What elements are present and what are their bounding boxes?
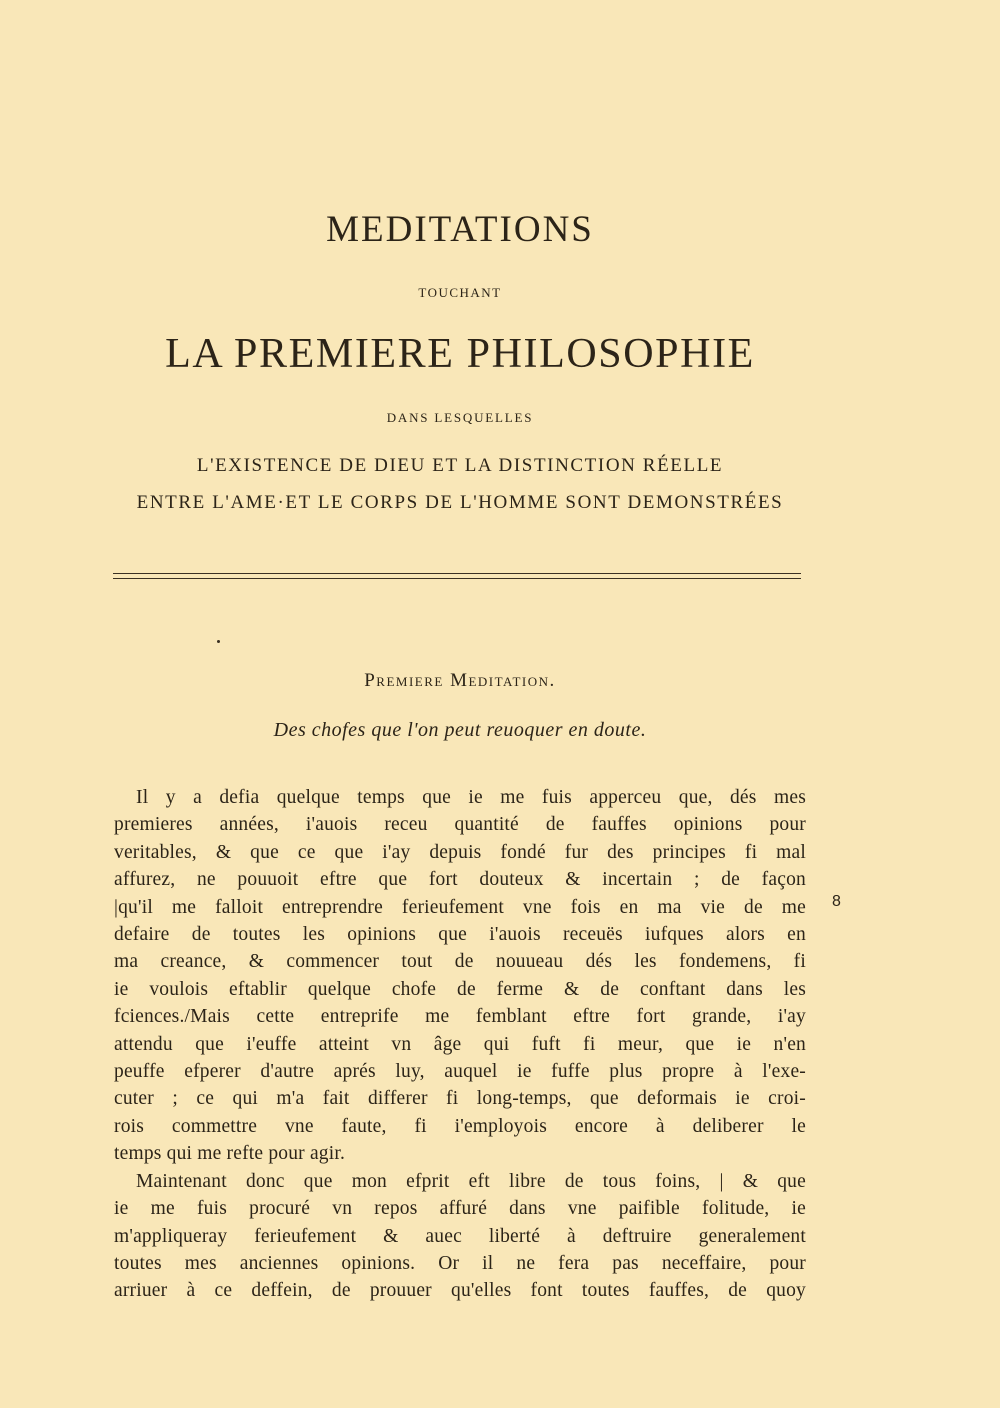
text-line: Il y a defia quelque temps que ie me fuis apperceu que, dés mes xyxy=(136,787,806,808)
text-line: rois commettre vne faute, fi i'employois encore à deliberer le xyxy=(114,1115,806,1137)
subtitle-line-1: L'EXISTENCE DE DIEU ET LA DISTINCTION RÉELLE xyxy=(196,455,724,476)
text-line: peuffe efperer d'autre aprés luy, auquel ie fuffe plus propre à l'exe- xyxy=(114,1061,806,1083)
text-line: defaire de toutes les opinions que i'auois receuës iufques alors en xyxy=(114,924,806,946)
printing-mark xyxy=(217,640,220,643)
body-text xyxy=(114,784,806,1305)
text-line: cuter ; ce qui m'a fait differer fi long-temps, que deformais ie croi- xyxy=(114,1088,806,1110)
subtitle-line-2: ENTRE L'AME·ET LE CORPS DE L'HOMME SONT DEMONSTRÉES xyxy=(136,492,784,513)
divider-rule-bottom xyxy=(113,578,801,579)
paragraph-2 xyxy=(114,1168,806,1305)
text-line: m'appliqueray ferieufement & auec liberté à deftruire generalement xyxy=(114,1225,806,1247)
subject-title: LA PREMIERE PHILOSOPHIE xyxy=(165,331,755,377)
text-line: arriuer à ce deffein, de prouuer qu'elles font toutes fauffes, de quoy xyxy=(114,1280,806,1302)
text-line: ie voulois eftablir quelque chofe de ferme & de conftant dans les xyxy=(114,978,806,1000)
margin-page-reference: 8 xyxy=(832,893,841,910)
text-line: |qu'il me falloit entreprendre ferieufement vne fois en ma vie de me xyxy=(114,896,806,918)
main-title: MEDITATIONS xyxy=(326,209,594,250)
text-line: fciences./Mais cette entreprife me femblant eftre fort grande, i'ay xyxy=(114,1006,806,1028)
text-line: temps qui me refte pour agir. xyxy=(114,1143,346,1165)
divider-rule-top xyxy=(113,573,801,574)
text-line: ma creance, & commencer tout de nouueau dés les fondemens, fi xyxy=(114,951,806,973)
text-line: affurez, ne pouuoit eftre que fort douteux & incertain ; de façon xyxy=(114,869,806,891)
paragraph-1 xyxy=(114,784,806,1168)
text-line: premieres années, i'auois receu quantité de fauffes opinions pour xyxy=(114,814,806,836)
text-line: attendu que i'euffe atteint vn âge qui fuft fi meur, que ie n'en xyxy=(114,1033,806,1055)
text-line: ie me fuis procuré vn repos affuré dans vne paifible folitude, ie xyxy=(114,1198,806,1220)
section-title: Premiere Meditation. xyxy=(364,670,556,691)
text-line: toutes mes anciennes opinions. Or il ne fera pas neceffaire, pour xyxy=(114,1252,806,1274)
text-line: Maintenant donc que mon efprit eft libre de tous foins, | & que xyxy=(136,1170,806,1192)
title-connector-dans: DANS LESQUELLES xyxy=(386,410,534,425)
title-connector-touchant: TOUCHANT xyxy=(418,285,502,300)
text-line: veritables, & que ce que i'ay depuis fondé fur des principes fi mal xyxy=(114,841,806,863)
section-subtitle: Des chofes que l'on peut reuoquer en doute. xyxy=(273,719,647,741)
